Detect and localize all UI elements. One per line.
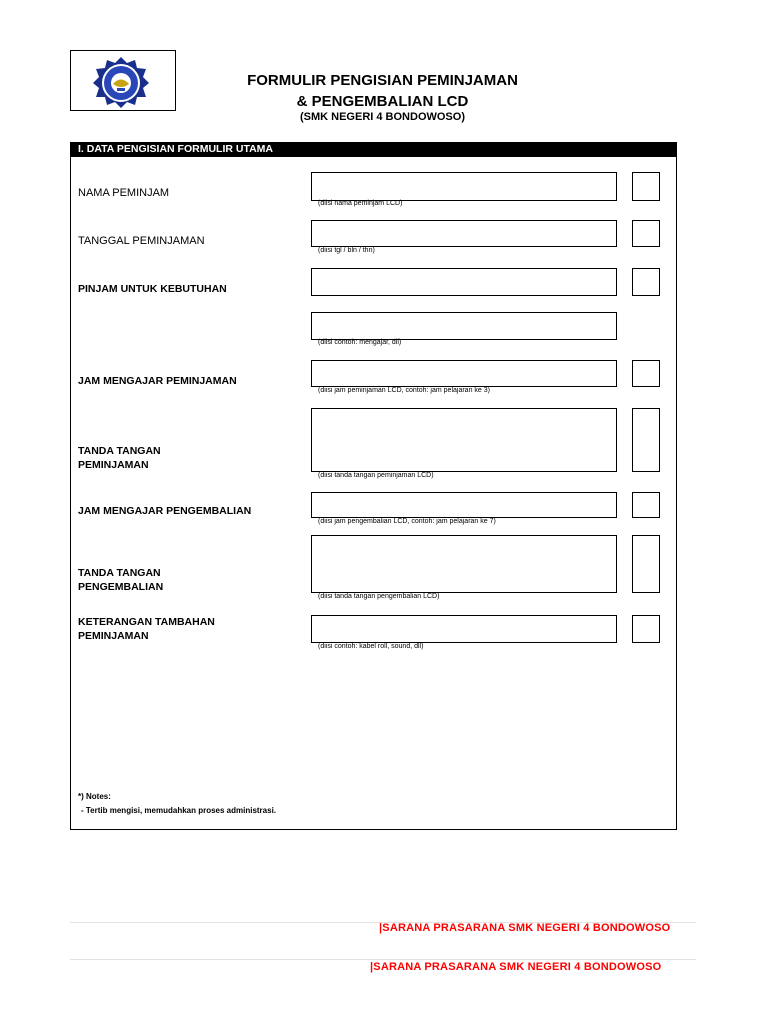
nama-peminjam-checkbox[interactable] [632, 172, 660, 201]
ttd-peminjaman-field[interactable] [311, 408, 617, 472]
form-title-line1: FORMULIR PENGISIAN PEMINJAMAN [247, 72, 518, 89]
nama-peminjam-hint: (diisi nama peminjam LCD) [318, 200, 403, 207]
ttd-pengembalian-label-line2: PENGEMBALIAN [78, 581, 164, 593]
ttd-peminjaman-hint: (diisi tanda tangan peminjaman LCD) [318, 472, 434, 479]
tanggal-peminjaman-field[interactable] [311, 220, 617, 247]
keterangan-label-line1: KETERANGAN TAMBAHAN [78, 616, 215, 628]
jam-pengembalian-hint: (diisi jam pengembalian LCD, contoh: jam pelajaran ke 7) [318, 518, 496, 525]
keterangan-label-line2: PEMINJAMAN [78, 630, 149, 642]
kebutuhan-field[interactable] [311, 268, 617, 296]
kebutuhan-label: PINJAM UNTUK KEBUTUHAN [78, 283, 227, 295]
jam-peminjaman-checkbox[interactable] [632, 360, 660, 387]
section-header: I. DATA PENGISIAN FORMULIR UTAMA [70, 142, 677, 157]
tanggal-peminjaman-hint: (diisi tgl / bln / thn) [318, 247, 375, 254]
keterangan-checkbox[interactable] [632, 615, 660, 643]
kebutuhan-checkbox[interactable] [632, 268, 660, 296]
jam-peminjaman-field[interactable] [311, 360, 617, 387]
kebutuhan-hint: (diisi contoh: mengajar, dll) [318, 339, 402, 346]
footer-text-1: |SARANA PRASARANA SMK NEGERI 4 BONDOWOSO [379, 922, 671, 934]
notes-title: *) Notes: [78, 792, 111, 801]
ttd-peminjaman-label-line2: PEMINJAMAN [78, 459, 149, 471]
keterangan-field[interactable] [311, 615, 617, 643]
jam-pengembalian-label: JAM MENGAJAR PENGEMBALIAN [78, 505, 252, 517]
tanggal-peminjaman-label: TANGGAL PEMINJAMAN [78, 235, 205, 247]
form-subtitle: (SMK NEGERI 4 BONDOWOSO) [299, 111, 465, 123]
jam-peminjaman-hint: (diisi jam peminjaman LCD, contoh: jam pelajaran ke 3) [318, 387, 490, 394]
form-title-line2: & PENGEMBALIAN LCD [296, 93, 469, 110]
jam-peminjaman-label: JAM MENGAJAR PEMINJAMAN [78, 375, 237, 387]
ttd-pengembalian-field[interactable] [311, 535, 617, 593]
nama-peminjam-field[interactable] [311, 172, 617, 201]
kebutuhan-detail-field[interactable] [311, 312, 617, 340]
footer-text-2: |SARANA PRASARANA SMK NEGERI 4 BONDOWOSO [370, 961, 662, 973]
logo-frame [70, 50, 176, 111]
ttd-peminjaman-label-line1: TANDA TANGAN [78, 445, 161, 457]
tanggal-peminjaman-checkbox[interactable] [632, 220, 660, 247]
ttd-peminjaman-checkbox[interactable] [632, 408, 660, 472]
ttd-pengembalian-checkbox[interactable] [632, 535, 660, 593]
footer-divider-2 [70, 959, 696, 960]
nama-peminjam-label: NAMA PEMINJAM [78, 187, 170, 199]
ttd-pengembalian-hint: (diisi tanda tangan pengembalian LCD) [318, 593, 440, 600]
notes-item: - Tertib mengisi, memudahkan proses administrasi. [81, 806, 277, 815]
keterangan-hint: (diisi contoh: kabel roll, sound, dll) [318, 643, 424, 650]
jam-pengembalian-field[interactable] [311, 492, 617, 518]
ttd-pengembalian-label-line1: TANDA TANGAN [78, 567, 161, 579]
school-emblem-icon [91, 55, 151, 109]
jam-pengembalian-checkbox[interactable] [632, 492, 660, 518]
